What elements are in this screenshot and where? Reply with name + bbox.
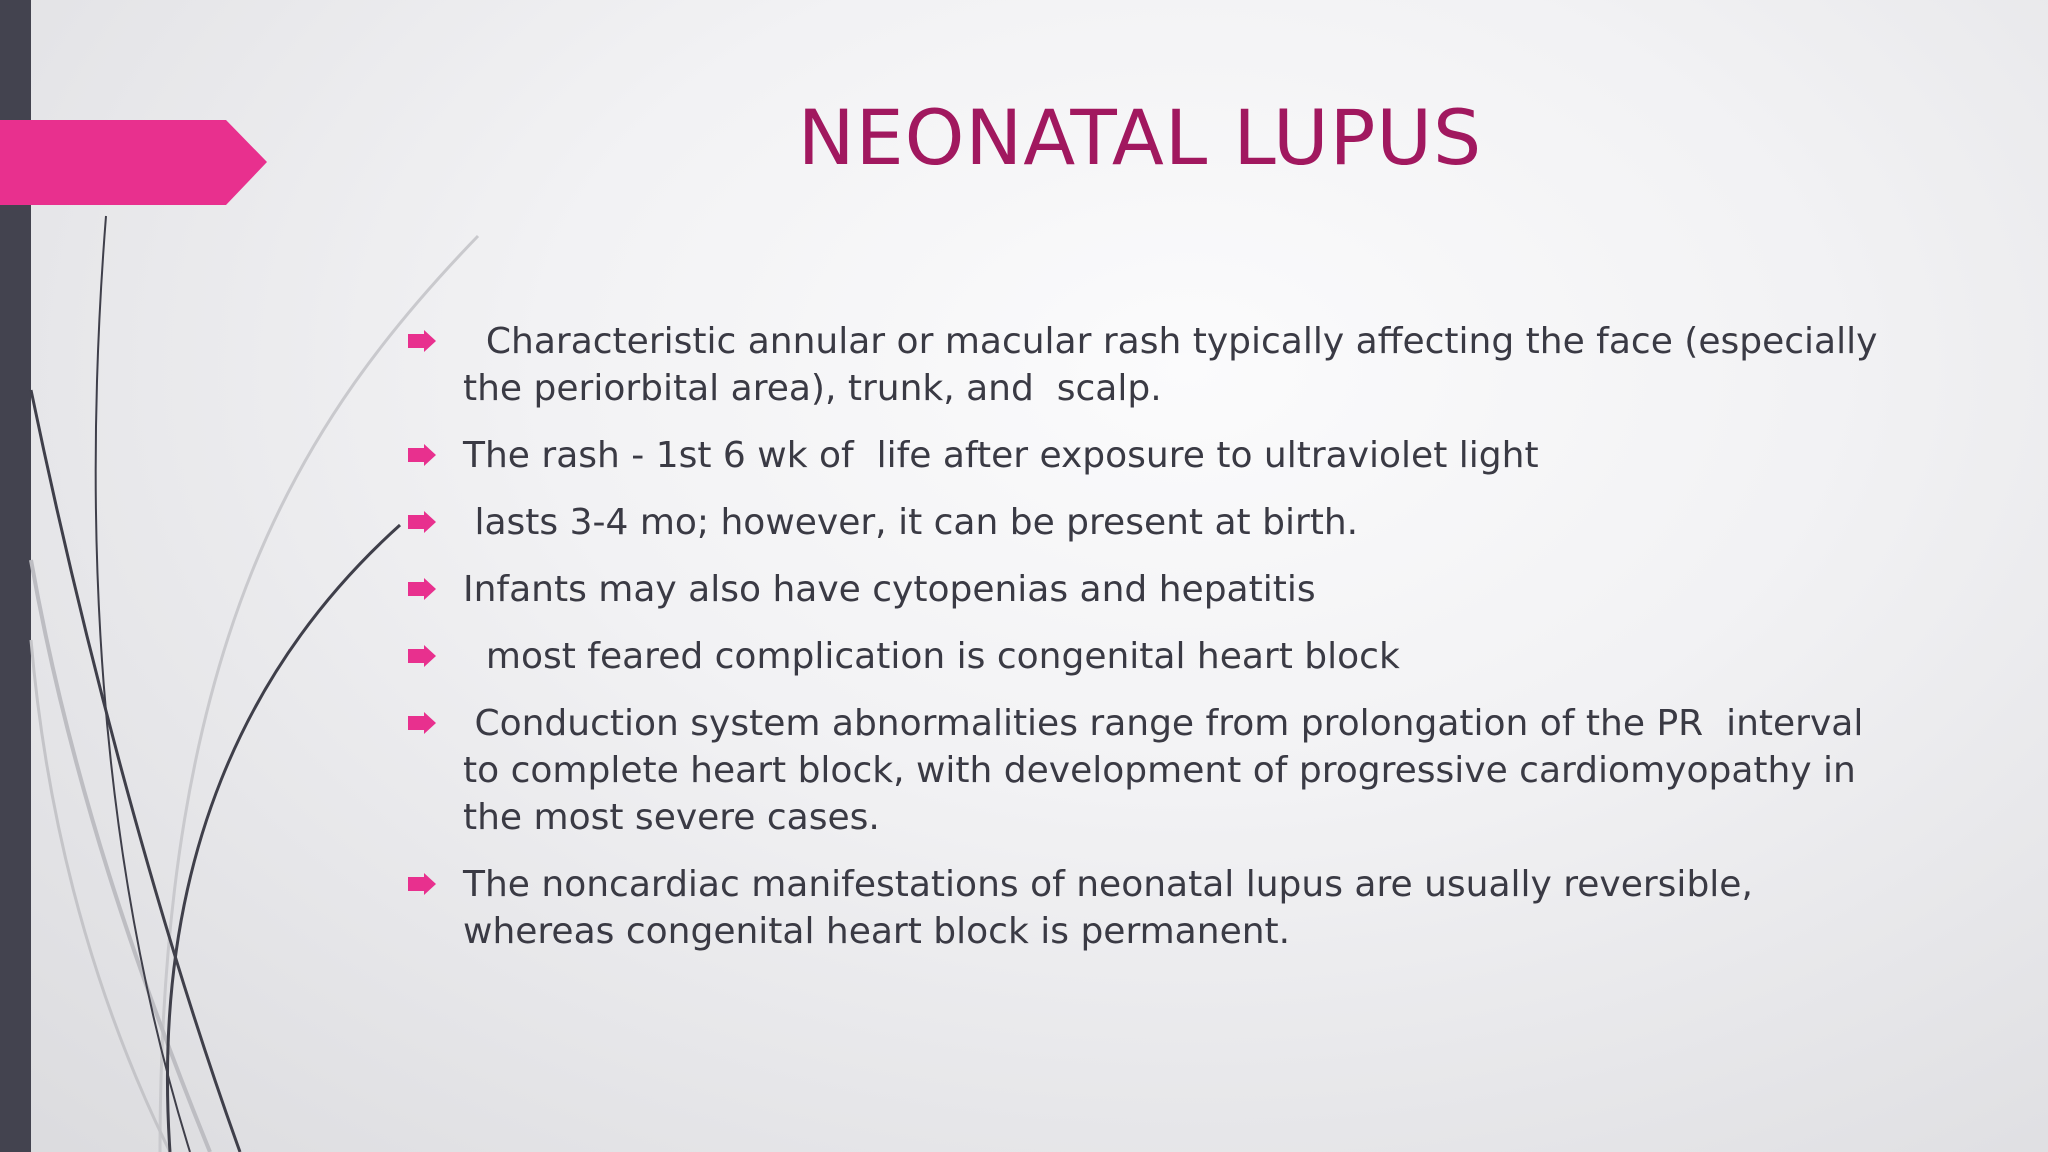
list-item — [400, 318, 1910, 412]
pink-arrow-banner — [0, 120, 267, 205]
arrow-bullet-icon — [408, 873, 436, 895]
list-item — [400, 499, 1910, 546]
arrow-bullet-icon — [408, 511, 436, 533]
list-item — [400, 566, 1910, 613]
bullet-text: Conduction system abnormalities range from prolongation of the PR interval to complete heart block, with development of progressive cardiomyopathy in the most severe cases. — [463, 703, 1875, 838]
arrow-bullet-icon — [408, 330, 436, 352]
slide-title: NEONATAL LUPUS — [797, 93, 1483, 182]
list-item — [400, 700, 1910, 841]
list-item — [400, 432, 1910, 479]
arrow-bullet-icon — [408, 578, 436, 600]
bullet-text: most feared complication is congenital heart block — [463, 636, 1400, 677]
bullet-list — [400, 318, 1910, 975]
bullet-text: Infants may also have cytopenias and hepatitis — [463, 569, 1316, 610]
arrow-bullet-icon — [408, 645, 436, 667]
arrow-bullet-icon — [408, 444, 436, 466]
bullet-text: The noncardiac manifestations of neonatal lupus are usually reversible, whereas congenital heart block is permanent. — [463, 864, 1765, 952]
list-item — [400, 861, 1910, 955]
bullet-text: lasts 3-4 mo; however, it can be present at birth. — [463, 502, 1359, 543]
bullet-text: Characteristic annular or macular rash typically affecting the face (especially the periorbital area), trunk, and scalp. — [463, 321, 1889, 409]
arrow-bullet-icon — [408, 712, 436, 734]
list-item — [400, 633, 1910, 680]
bullet-text: The rash - 1st 6 wk of life after exposure to ultraviolet light — [463, 435, 1539, 476]
